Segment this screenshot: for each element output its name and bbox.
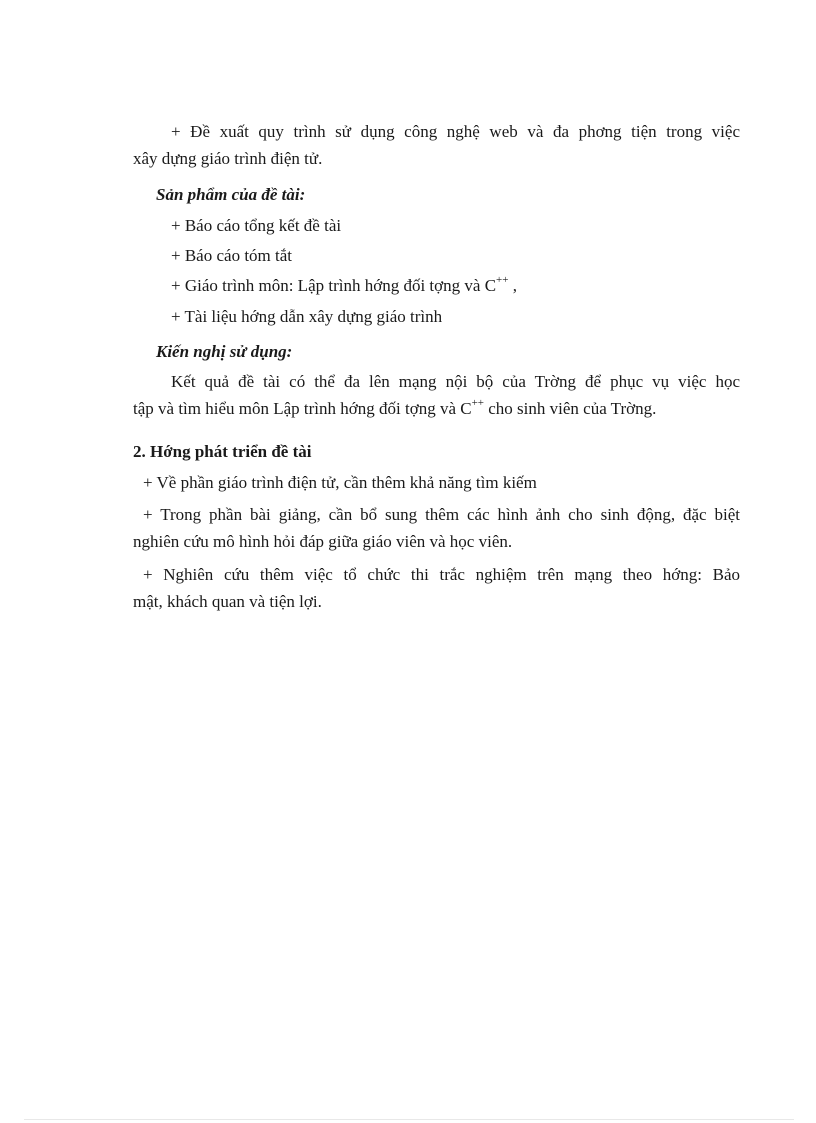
product-item-3-text: + Giáo trình môn: Lập trình hớng đối tợng và C: [171, 276, 497, 295]
products-heading: Sản phẩm của đề tài:: [156, 185, 306, 204]
recommendation-line2-tail: cho sinh viên của Trờng.: [484, 399, 657, 418]
section-2-item-2-line1: + Trong phần bài giảng, cần bổ sung thêm các hình ảnh cho sinh động, đặc biệt: [143, 505, 740, 524]
product-item-3-tail: ,: [508, 276, 517, 295]
product-item-3-superscript: ++: [496, 274, 509, 287]
recommendation-superscript: ++: [471, 397, 484, 410]
product-item-1: + Báo cáo tổng kết đề tài: [171, 216, 342, 235]
section-2-item-1: + Về phần giáo trình điện tử, cần thêm khả năng tìm kiếm: [143, 473, 537, 492]
section-2-heading: 2. Hớng phát triển đề tài: [133, 442, 312, 461]
recommendation-line1: Kết quả đề tài có thể đa lên mạng nội bộ của Trờng để phục vụ việc học: [171, 372, 740, 391]
recommendation-heading: Kiến nghị sử dụng:: [156, 342, 293, 361]
product-item-4: + Tài liệu hớng dẫn xây dựng giáo trình: [171, 307, 443, 326]
recommendation-line2: [133, 398, 656, 420]
product-item-3: [171, 275, 517, 297]
page-bottom-rule: [24, 1119, 794, 1120]
section-2-item-3-line1: + Nghiên cứu thêm việc tổ chức thi trắc nghiệm trên mạng theo hớng: Bảo: [143, 565, 740, 584]
section-2-item-3-line2: mật, khách quan và tiện lợi.: [133, 592, 322, 611]
recommendation-line2-text: tập và tìm hiểu môn Lập trình hớng đối tợng và C: [133, 399, 472, 418]
paragraph-proposal-line2: xây dựng giáo trình điện tử.: [133, 149, 323, 168]
paragraph-proposal-line1: + Đề xuất quy trình sử dụng công nghệ web và đa phơng tiện trong việc: [171, 122, 740, 141]
product-item-2: + Báo cáo tóm tắt: [171, 246, 293, 265]
section-2-item-2-line2: nghiên cứu mô hình hỏi đáp giữa giáo viên và học viên.: [133, 532, 513, 551]
